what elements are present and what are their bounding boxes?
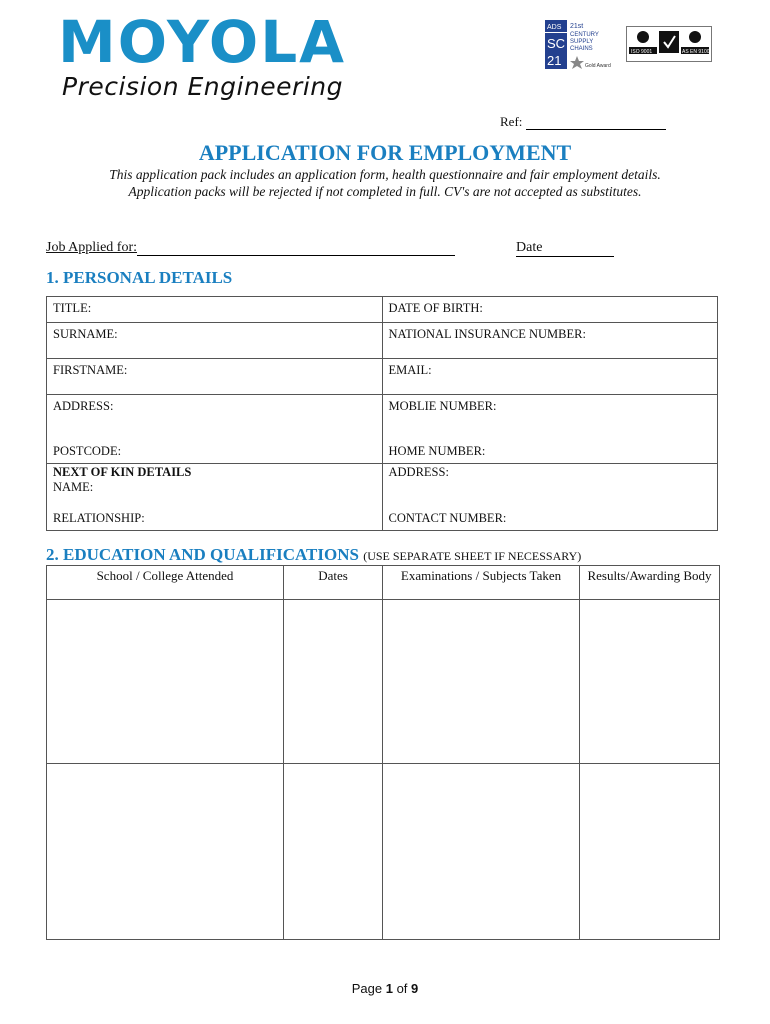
kin-address-label: ADDRESS: — [388, 465, 449, 479]
firstname-label: FIRSTNAME: — [53, 363, 128, 377]
footer-page-word: Page — [351, 981, 383, 996]
education-school-cell[interactable] — [47, 764, 284, 940]
date-field[interactable] — [516, 240, 614, 257]
intro-text — [0, 166, 770, 200]
education-title: 2. EDUCATION AND QUALIFICATIONS — [46, 545, 359, 564]
education-dates-cell[interactable] — [284, 600, 383, 764]
kin-heading: NEXT OF KIN DETAILS — [53, 465, 192, 479]
education-results-cell[interactable] — [580, 764, 720, 940]
contact-number-label: CONTACT NUMBER: — [388, 511, 507, 525]
svg-text:CENTURY: CENTURY — [570, 32, 599, 38]
title-label: TITLE: — [53, 301, 92, 315]
job-applied-field[interactable] — [46, 240, 455, 256]
kin-name-label: NAME: — [53, 480, 94, 494]
education-note: (USE SEPARATE SHEET IF NECESSARY) — [363, 549, 582, 563]
intro-line-2: Application packs will be rejected if not completed in full. CV's are not accepted as substitutes. — [128, 184, 642, 199]
education-table — [46, 565, 720, 940]
surname-cell[interactable] — [47, 323, 383, 359]
kin-cell[interactable] — [47, 464, 383, 531]
svg-text:SC: SC — [547, 36, 566, 51]
education-row — [47, 764, 720, 940]
education-header-school: School / College Attended — [47, 566, 284, 600]
intro-line-1: This application pack includes an application form, health questionnaire and fair employment details. — [109, 167, 661, 182]
svg-text:AS EN 9100: AS EN 9100 — [682, 49, 710, 55]
mobile-label: MOBLIE NUMBER: — [388, 399, 497, 413]
company-logo-name: MOYOLA — [58, 8, 347, 76]
footer-page-number: 1 — [385, 981, 393, 996]
address-cell[interactable] — [47, 395, 383, 464]
dob-label: DATE OF BIRTH: — [388, 301, 483, 315]
footer-of-word: of — [396, 981, 408, 996]
section-education-heading — [46, 545, 581, 565]
education-school-cell[interactable] — [47, 600, 284, 764]
surname-label: SURNAME: — [53, 327, 118, 341]
job-applied-line[interactable] — [137, 240, 455, 256]
svg-text:Gold Award: Gold Award — [585, 63, 611, 69]
svg-text:21: 21 — [547, 53, 562, 68]
section-personal-details-heading: 1. PERSONAL DETAILS — [46, 268, 233, 287]
education-row — [47, 600, 720, 764]
education-header-results: Results/Awarding Body — [580, 566, 720, 600]
address-label: ADDRESS: — [53, 399, 114, 413]
date-label: Date — [516, 240, 543, 255]
firstname-cell[interactable] — [47, 359, 383, 395]
reference-label: Ref: — [500, 114, 523, 129]
personal-details-table — [46, 296, 718, 531]
relationship-label: RELATIONSHIP: — [53, 511, 145, 525]
kin-address-cell[interactable] — [382, 464, 718, 531]
svg-text:SUPPLY: SUPPLY — [570, 39, 594, 45]
home-number-label: HOME NUMBER: — [388, 444, 486, 458]
postcode-label: POSTCODE: — [53, 444, 122, 458]
reference-line[interactable] — [526, 116, 666, 130]
svg-text:CHAINS: CHAINS — [570, 46, 593, 52]
company-logo-tagline: Precision Engineering — [62, 72, 343, 101]
svg-text:ADS: ADS — [547, 24, 562, 31]
job-applied-label: Job Applied for: — [46, 240, 137, 255]
education-results-cell[interactable] — [580, 600, 720, 764]
education-header-dates: Dates — [284, 566, 383, 600]
reference-field[interactable] — [500, 114, 666, 130]
education-exams-cell[interactable] — [383, 600, 580, 764]
education-header-exams: Examinations / Subjects Taken — [383, 566, 580, 600]
dob-cell[interactable] — [382, 297, 718, 323]
page-footer — [0, 981, 770, 996]
ni-cell[interactable] — [382, 323, 718, 359]
sc21-award-badge — [545, 20, 615, 72]
email-cell[interactable] — [382, 359, 718, 395]
education-dates-cell[interactable] — [284, 764, 383, 940]
email-label: EMAIL: — [388, 363, 432, 377]
title-cell[interactable] — [47, 297, 383, 323]
mobile-cell[interactable] — [382, 395, 718, 464]
svg-text:21st: 21st — [570, 23, 584, 30]
ni-label: NATIONAL INSURANCE NUMBER: — [388, 327, 586, 341]
iso-certification-badge — [626, 26, 712, 62]
footer-page-total: 9 — [411, 981, 419, 996]
page-title: APPLICATION FOR EMPLOYMENT — [198, 140, 572, 165]
svg-text:ISO 9001: ISO 9001 — [631, 49, 653, 55]
education-exams-cell[interactable] — [383, 764, 580, 940]
